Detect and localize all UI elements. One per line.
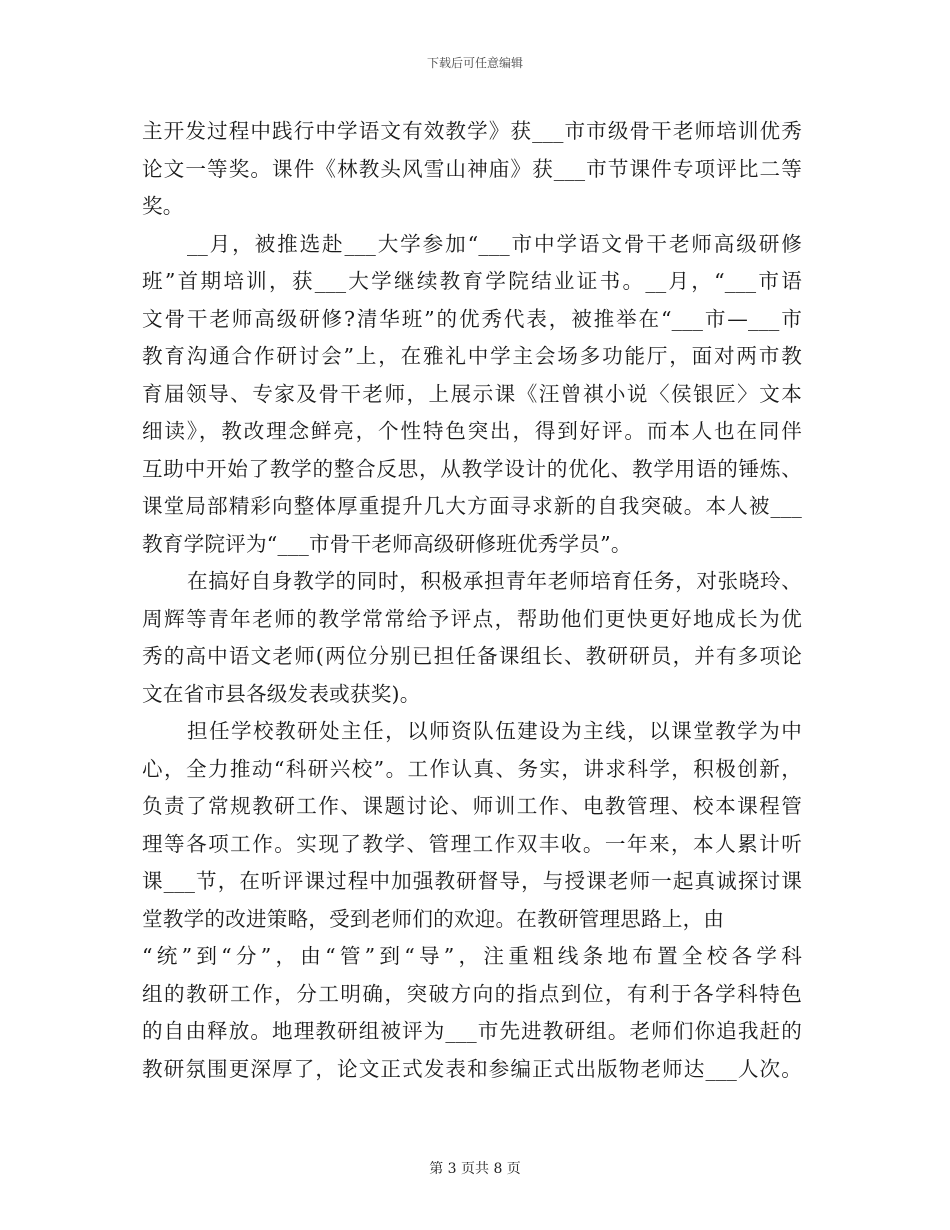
text-line: 周辉等青年老师的教学常常给予评点，帮助他们更快更好地成长为优 xyxy=(142,606,802,631)
text-line: 论文一等奖。课件《林教头风雪山神庙》获___市节课件专项评比二等 xyxy=(142,156,802,181)
paragraph-4 xyxy=(142,713,802,1088)
text-line: 教研氛围更深厚了，论文正式发表和参编正式出版物老师达___人次。 xyxy=(142,1056,802,1081)
text-line: __月，被推选赴___大学参加“___市中学语文骨干老师高级研修 xyxy=(187,231,802,256)
text-line: “统”到“分”，由“管”到“导”，注重粗线条地布置全校各学科 xyxy=(142,944,802,968)
text-line: 主开发过程中践行中学语文有效教学》获___市市级骨干老师培训优秀 xyxy=(142,119,802,143)
text-line: 课堂局部精彩向整体厚重提升几大方面寻求新的自我突破。本人被___ xyxy=(142,494,802,518)
page-footer: 第 3 页共 8 页 xyxy=(429,1161,521,1177)
paragraph-1 xyxy=(142,113,802,226)
paragraph-2 xyxy=(142,226,802,564)
text-line: 心，全力推动“科研兴校”。工作认真、务实，讲求科学，积极创新， xyxy=(142,756,802,781)
text-line: 负责了常规教研工作、课题讨论、师训工作、电教管理、校本课程管 xyxy=(142,794,802,818)
text-line: 教育学院评为“___市骨干老师高级研修班优秀学员”。 xyxy=(142,531,632,556)
text-line: 课___节，在听评课过程中加强教研督导，与授课老师一起真诚探讨课 xyxy=(142,869,802,893)
text-line: 文骨干老师高级研修?清华班”的优秀代表，被推举在“___市—___市 xyxy=(142,306,802,331)
text-line: 班”首期培训，获___大学继续教育学院结业证书。__月，“___市语 xyxy=(142,269,802,293)
page-header: 下载后可任意编辑 xyxy=(426,56,523,70)
document-body xyxy=(142,113,802,1088)
text-line: 奖。 xyxy=(142,194,184,218)
text-line: 担任学校教研处主任，以师资队伍建设为主线，以课堂教学为中 xyxy=(187,719,802,743)
paragraph-3 xyxy=(142,563,802,713)
text-line: 组的教研工作，分工明确，突破方向的指点到位，有利于各学科特色 xyxy=(142,981,802,1006)
text-line: 教育沟通合作研讨会”上，在雅礼中学主会场多功能厅，面对两市教 xyxy=(142,344,802,368)
text-line: 理等各项工作。实现了教学、管理工作双丰收。一年来，本人累计听 xyxy=(142,831,802,856)
text-line: 文在省市县各级发表或获奖)。 xyxy=(142,681,421,706)
text-line: 互助中开始了教学的整合反思，从教学设计的优化、教学用语的锤炼、 xyxy=(142,456,802,481)
text-line: 在搞好自身教学的同时，积极承担青年老师培育任务，对张晓玲、 xyxy=(187,569,802,593)
text-line: 育届领导、专家及骨干老师，上展示课《汪曾祺小说〈侯银匠〉文本 xyxy=(142,381,802,406)
text-line: 的自由释放。地理教研组被评为___市先进教研组。老师们你追我赶的 xyxy=(142,1019,802,1043)
text-line: 细读》，教改理念鲜亮，个性特色突出，得到好评。而本人也在同伴 xyxy=(142,419,802,443)
text-line: 秀的高中语文老师(两位分别已担任备课组长、教研研员，并有多项论 xyxy=(142,644,802,668)
text-line: 堂教学的改进策略，受到老师们的欢迎。在教研管理思路上，由 xyxy=(142,906,725,931)
